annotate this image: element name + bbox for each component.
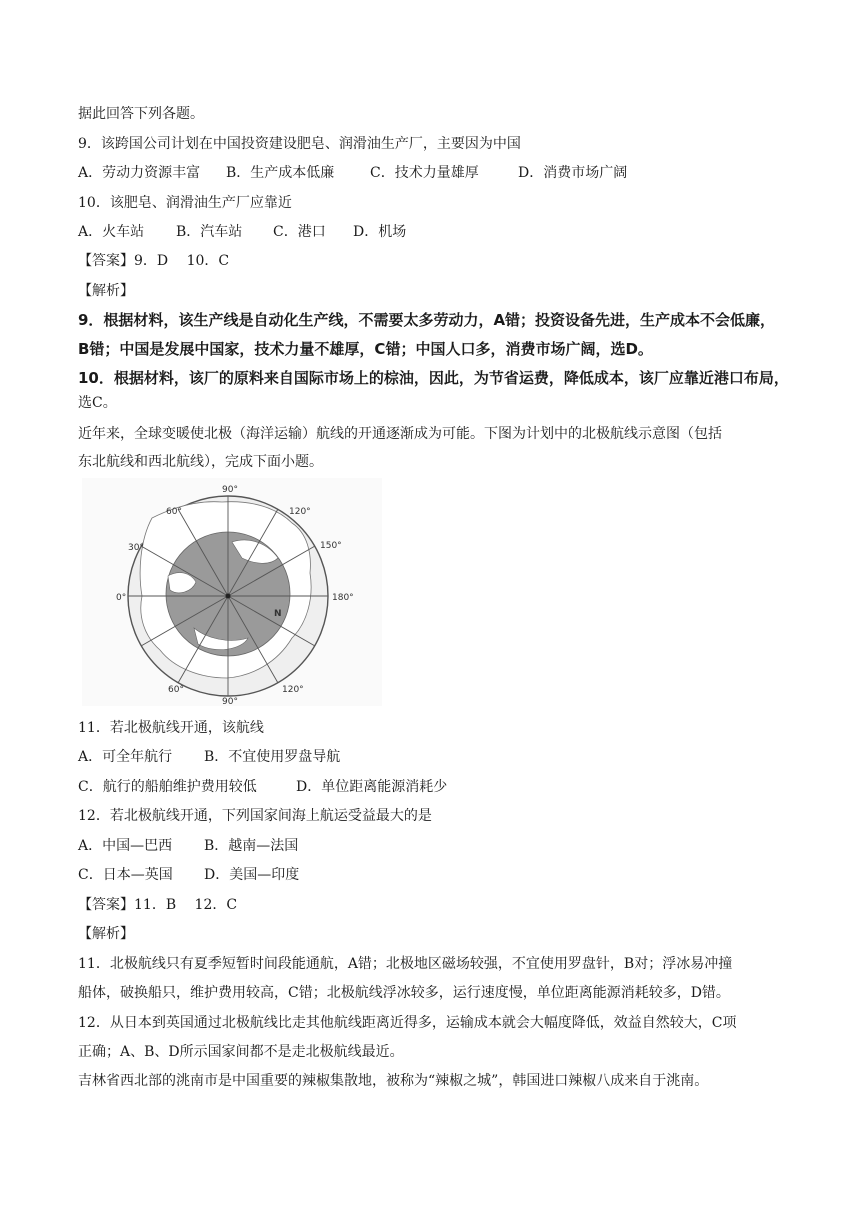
- q10-option-b: B．汽车站: [176, 224, 243, 240]
- answer-2: 【答案】11．B 12．C: [78, 897, 238, 913]
- analysis-2-line-2: 船体，破换船只，维护费用较高，C错；北极航线浮冰较多，运行速度慢，单位距离能源消耗较多，D错。: [78, 985, 730, 1001]
- arctic-map-svg: [82, 478, 382, 706]
- q9-option-b: B．生产成本低廉: [226, 165, 335, 181]
- label-150: 150°: [320, 541, 342, 551]
- analysis-2-line-4: 正确；A、B、D所示国家间都不是走北极航线最近。: [78, 1044, 404, 1060]
- q12-option-d: D．美国—印度: [204, 867, 300, 883]
- label-120-bottom: 120°: [282, 685, 304, 695]
- passage-2-line-2: 东北航线和西北航线），完成下面小题。: [78, 454, 323, 470]
- q11-options-row-1: [78, 747, 340, 767]
- q10-options: [78, 222, 406, 242]
- q9-stem: 9．该跨国公司计划在中国投资建设肥皂、润滑油生产厂，主要因为中国: [78, 136, 521, 152]
- q12-stem: 12．若北极航线开通，下列国家间海上航运受益最大的是: [78, 808, 432, 824]
- q10-option-a: A．火车站: [78, 224, 145, 240]
- analysis-2-label: 【解析】: [78, 926, 134, 942]
- q11-option-b: B．不宜使用罗盘导航: [204, 749, 341, 765]
- passage-2-line-1: 近年来，全球变暖使北极（海洋运输）航线的开通逐渐成为可能。下图为计划中的北极航线示意图（包括: [78, 426, 722, 442]
- q12-option-c: C．日本—英国: [78, 867, 173, 883]
- analysis-2-line-1: 11．北极航线只有夏季短暂时间段能通航，A错；北极地区磁场较强，不宜使用罗盘针，B对；浮冰易冲撞: [78, 956, 733, 972]
- q10-option-c: C．港口: [273, 224, 326, 240]
- label-120-top: 120°: [289, 507, 311, 517]
- label-60-top: 60°: [166, 507, 182, 517]
- analysis-1-line-4: 选C。: [78, 395, 117, 411]
- q12-option-b: B．越南—法国: [204, 838, 299, 854]
- q11-stem: 11．若北极航线开通，该航线: [78, 720, 264, 736]
- marker-n: N: [274, 609, 282, 619]
- q10-stem: 10．该肥皂、润滑油生产厂应靠近: [78, 195, 292, 211]
- q9-option-c: C．技术力量雄厚: [370, 165, 479, 181]
- analysis-1-line-2: B错；中国是发展中国家，技术力量不雄厚，C错；中国人口多，消费市场广阔，选D。: [78, 340, 653, 358]
- q11-option-c: C．航行的船舶维护费用较低: [78, 779, 257, 795]
- label-90-top: 90°: [222, 485, 238, 495]
- q12-options-row-2: [78, 865, 299, 885]
- q12-options-row-1: [78, 836, 298, 856]
- q9-options: [78, 163, 627, 183]
- label-0: 0°: [116, 593, 127, 603]
- label-90-bottom: 90°: [222, 697, 238, 706]
- q9-option-a: A．劳动力资源丰富: [78, 165, 201, 181]
- q12-option-a: A．中国—巴西: [78, 838, 173, 854]
- passage-3: 吉林省西北部的洮南市是中国重要的辣椒集散地，被称为“辣椒之城”，韩国进口辣椒八成来自于洮南。: [78, 1073, 709, 1089]
- label-30: 30°: [128, 543, 144, 553]
- q11-option-a: A．可全年航行: [78, 749, 173, 765]
- analysis-1-line-1: 9．根据材料，该生产线是自动化生产线，不需要太多劳动力，A错；投资设备先进，生产成本不会低廉，: [78, 311, 776, 329]
- answer-1: 【答案】9．D 10．C: [78, 253, 230, 269]
- intro-tail: 据此回答下列各题。: [78, 106, 204, 122]
- label-60-bottom: 60°: [168, 685, 184, 695]
- north-pole-dot: [226, 594, 231, 599]
- q11-option-d: D．单位距离能源消耗少: [296, 779, 448, 795]
- q11-options-row-2: [78, 777, 447, 797]
- q10-option-d: D．机场: [353, 224, 407, 240]
- q9-option-d: D．消费市场广阔: [518, 165, 628, 181]
- analysis-1-label: 【解析】: [78, 283, 134, 299]
- label-180: 180°: [332, 593, 354, 603]
- analysis-2-line-3: 12．从日本到英国通过北极航线比走其他航线距离近得多，运输成本就会大幅度降低，效益自然较大，C项: [78, 1015, 737, 1031]
- arctic-route-map: [82, 478, 382, 706]
- analysis-1-line-3: 10．根据材料，该厂的原料来自国际市场上的棕油，因此，为节省运费，降低成本，该厂应靠近港口布局，: [78, 369, 789, 387]
